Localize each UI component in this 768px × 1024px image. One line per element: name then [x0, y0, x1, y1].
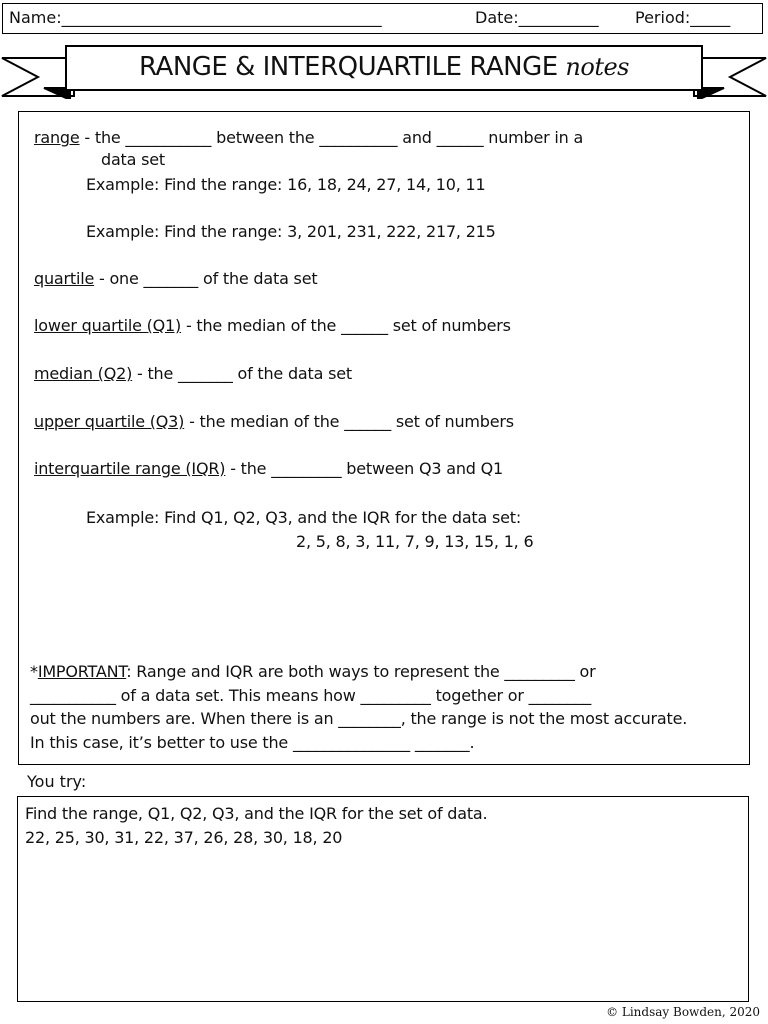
q1-definition — [34, 316, 511, 336]
important-star: * — [30, 662, 38, 681]
q1-term: lower quartile (Q1) — [34, 316, 182, 335]
iqr-term: interquartile range (IQR) — [34, 459, 226, 478]
range-def-continued: data set — [101, 150, 165, 169]
you-try-data: 22, 25, 30, 31, 22, 37, 26, 28, 30, 18, 20 — [25, 828, 343, 847]
iqr-example-prompt: Example: Find Q1, Q2, Q3, and the IQR for the data set: — [86, 508, 522, 527]
range-term: range — [34, 128, 80, 147]
header-bar — [2, 3, 763, 34]
copyright-notice: © Lindsay Bowden, 2020 — [606, 1005, 760, 1019]
you-try-prompt: Find the range, Q1, Q2, Q3, and the IQR for the set of data. — [25, 804, 488, 823]
range-definition — [34, 128, 583, 148]
date-field-label[interactable]: Date:__________ — [475, 8, 599, 27]
quartile-def-text: - one _______ of the data set — [94, 269, 318, 288]
important-line-3: out the numbers are. When there is an ________, the range is not the most accurate. — [30, 709, 688, 728]
title-text: RANGE & INTERQUARTILE RANGE — [139, 52, 558, 82]
q3-term: upper quartile (Q3) — [34, 412, 185, 431]
important-line-2: ___________ of a data set. This means how _________ together or ________ — [30, 686, 592, 705]
q1-def-text: - the median of the ______ set of numbers — [181, 316, 511, 335]
range-example-1: Example: Find the range: 16, 18, 24, 27, 14, 10, 11 — [86, 175, 486, 194]
median-term: median (Q2) — [34, 364, 133, 383]
important-line-1 — [30, 662, 596, 682]
you-try-box — [17, 796, 749, 1002]
important-term: IMPORTANT — [37, 662, 127, 681]
quartile-definition — [34, 269, 317, 289]
q3-definition — [34, 412, 514, 432]
important-text-1: : Range and IQR are both ways to represent the _________ or — [126, 662, 596, 681]
notes-box — [18, 111, 750, 765]
range-def-text: - the ___________ between the __________ and ______ number in a — [79, 128, 584, 147]
quartile-term: quartile — [34, 269, 95, 288]
median-def-text: - the _______ of the data set — [132, 364, 352, 383]
period-field-label[interactable]: Period:_____ — [635, 8, 731, 27]
median-definition — [34, 364, 352, 384]
q3-def-text: - the median of the ______ set of numbers — [184, 412, 514, 431]
iqr-definition — [34, 459, 503, 479]
name-field-label[interactable]: Name:________________________________________ — [9, 8, 382, 27]
you-try-label: You try: — [27, 772, 87, 791]
page-title — [70, 46, 698, 88]
important-line-4: In this case, it’s better to use the _______________ _______. — [30, 733, 475, 752]
range-example-2: Example: Find the range: 3, 201, 231, 222, 217, 215 — [86, 222, 496, 241]
iqr-def-text: - the _________ between Q3 and Q1 — [225, 459, 503, 478]
title-suffix: notes — [565, 53, 629, 81]
iqr-example-data: 2, 5, 8, 3, 11, 7, 9, 13, 15, 1, 6 — [296, 532, 534, 551]
